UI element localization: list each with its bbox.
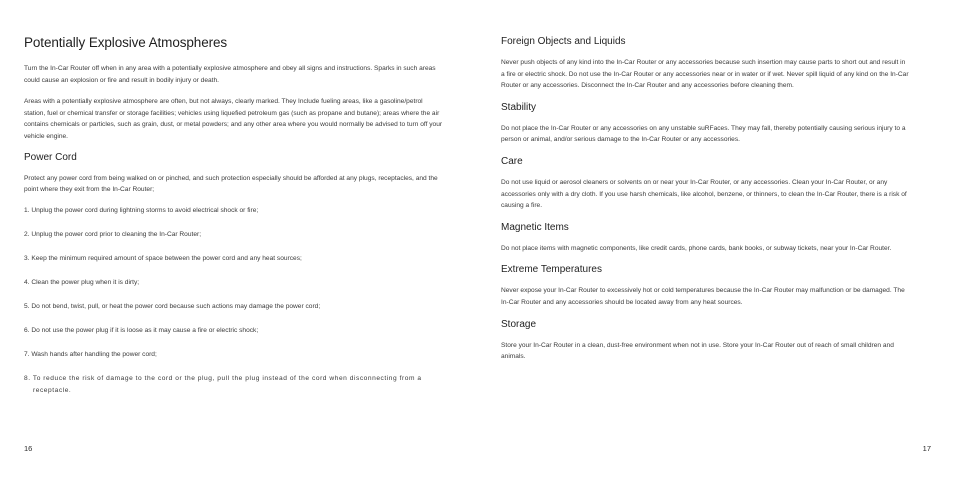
intro-paragraph-2: Areas with a potentially explosive atmosphere are often, but not always, clearly marked. They Include fueling areas, like a gasoline/petrol station, fuel or chemical transfer or storage facilities; vehicles using liquefied petroleum gas (such as propane and butane); areas where the air contains chemicals or particles, such as grain, dust, or metal powders; and any other area where you would normally be advised to turn off your vehicle engine. <box>24 98 443 140</box>
page-title: Potentially Explosive Atmospheres <box>24 35 228 50</box>
section-text: Do not place the In-Car Router or any accessories on any unstable suRFaces. They may fall, thereby potentially causing serious injury to a person or animal, and/or serious damage to the In-Car Router or any accessories. <box>501 124 906 144</box>
power-cord-paragraph: Protect any power cord from being walked on or pinched, and such protection especially should be afforded at any plugs, receptacles, and the point where they exit from the In-Car Router; <box>24 174 438 194</box>
section-text: Never push objects of any kind into the In-Car Router or any accessories because such insertion may cause parts to short out and result in a fire or electric shock. Do not use the In-Car Router or any accessories near or in water or if wet. Never spill liquid of any kind on the In-Car Router or any accessories. Disconnect the In-Car Router and any accessories before cleaning them. <box>501 59 909 90</box>
list-item: 2. Unplug the power cord prior to cleaning the In-Car Router; <box>24 230 202 238</box>
section-magnetic-items <box>501 221 909 255</box>
list-item: 6. Do not use the power plug if it is loose as it may cause a fire or electric shock; <box>24 327 259 335</box>
section-stability <box>501 101 909 146</box>
page-right <box>477 0 954 477</box>
list-item: 4. Clean the power plug when it is dirty; <box>24 279 140 287</box>
section-care <box>501 155 909 212</box>
section-heading: Stability <box>501 101 537 113</box>
section-text: Never expose your In-Car Router to excessively hot or cold temperatures because the In-Car Router may malfunction or be damaged. The In-Car Router and any accessories should be located away from any heat sources. <box>501 287 905 306</box>
power-cord-list <box>24 205 444 397</box>
section-storage <box>501 318 909 363</box>
page-number-right: 17 <box>922 444 931 453</box>
intro-paragraph-1: Turn the In-Car Router off when in any area with a potentially explosive atmosphere and obey all signs and instructions. Sparks in such areas could cause an explosion or fire and result in bodily injury or death. <box>24 65 436 84</box>
list-item: 7. Wash hands after handling the power cord; <box>24 351 157 359</box>
section-heading: Magnetic Items <box>501 221 569 233</box>
section-text: Do not place items with magnetic components, like credit cards, phone cards, bank books, or subway tickets, near your In-Car Router. <box>501 244 892 252</box>
page-left-content <box>24 34 444 409</box>
page-number-left: 16 <box>24 444 33 453</box>
section-extreme-temperatures <box>501 263 909 308</box>
section-heading: Care <box>501 155 523 167</box>
list-item: 1. Unplug the power cord during lightning storms to avoid electrical shock or fire; <box>24 206 259 214</box>
section-heading: Foreign Objects and Liquids <box>501 36 626 47</box>
section-foreign-objects <box>501 35 909 92</box>
section-heading: Storage <box>501 318 537 330</box>
list-item: 8. To reduce the risk of damage to the cord or the plug, pull the plug instead of the cord when disconnecting from a receptacle. <box>24 375 422 394</box>
section-text: Store your In-Car Router in a clean, dust-free environment when not in use. Store your In-Car Router out of reach of small children and animals. <box>501 341 894 361</box>
page-right-content <box>501 35 909 372</box>
power-cord-heading: Power Cord <box>24 151 77 163</box>
list-item: 5. Do not bend, twist, pull, or heat the power cord because such actions may damage the power cord; <box>24 303 321 311</box>
section-heading: Extreme Temperatures <box>501 264 602 276</box>
section-text: Do not use liquid or aerosol cleaners or solvents on or near your In-Car Router, or any accessories. Clean your In-Car Router, or any accessories only with a dry cloth. If you use harsh chemicals, like alcohol, benzene, or thinners, to clean the In-Car Router, there is a risk of causing a fire. <box>501 178 907 210</box>
list-item: 3. Keep the minimum required amount of space between the power cord and any heat sources; <box>24 254 302 262</box>
